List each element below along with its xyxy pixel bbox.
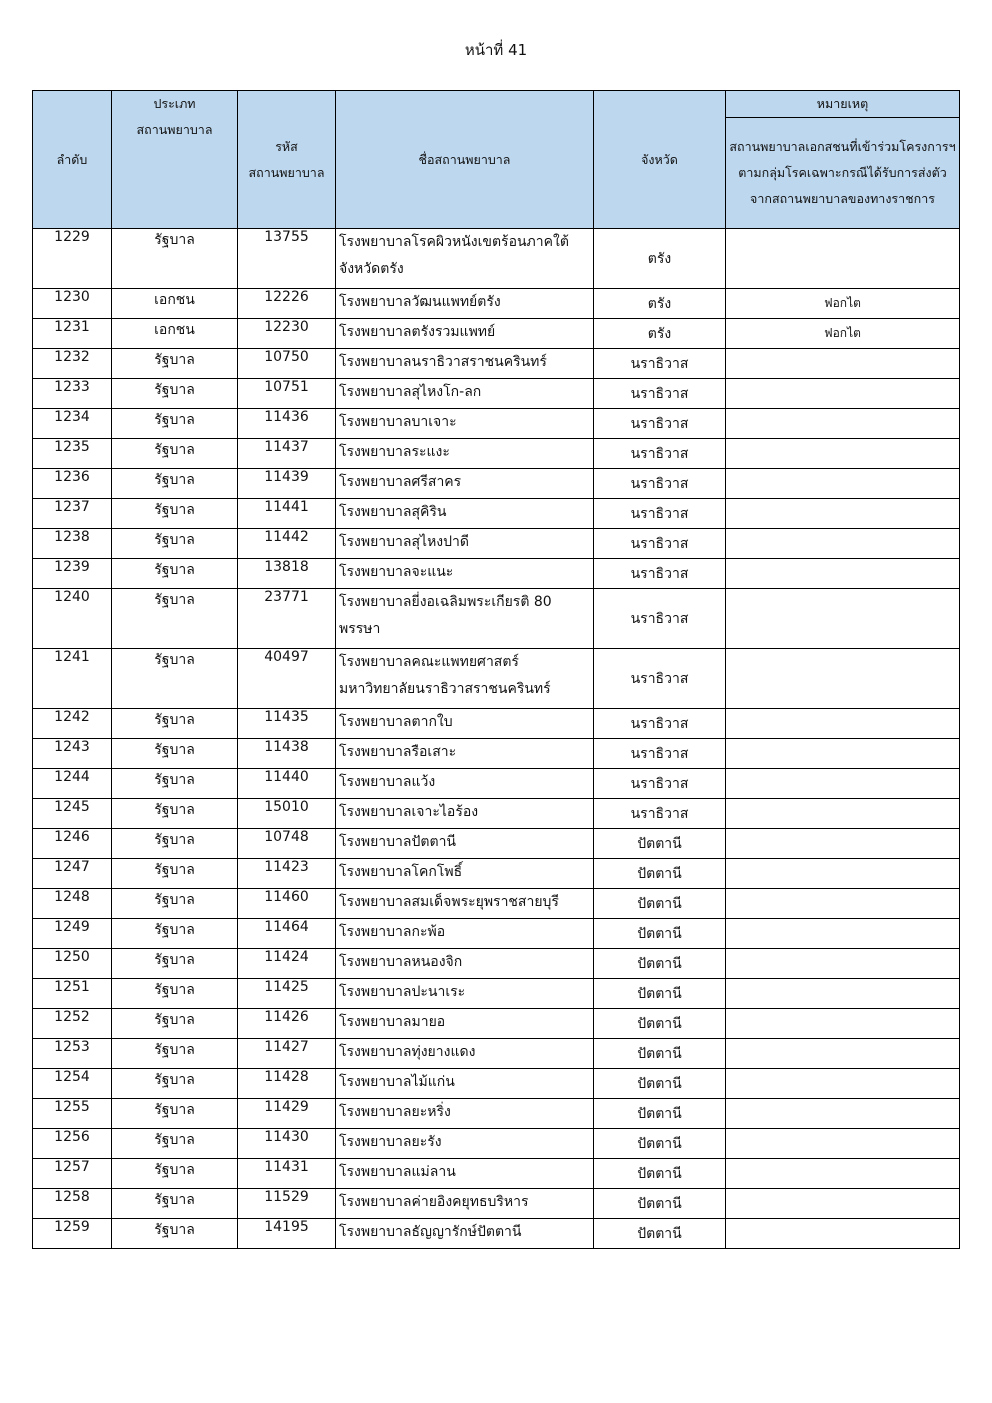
hospital-code: 11437 <box>238 439 336 469</box>
table-row <box>33 379 960 409</box>
note <box>726 889 960 919</box>
header-name: ชื่อสถานพยาบาล <box>336 91 594 229</box>
hospital-name: โรงพยาบาลยะหริ่ง <box>336 1099 594 1129</box>
hospital-type: รัฐบาล <box>112 649 238 709</box>
table-row <box>33 409 960 439</box>
hospital-type: รัฐบาล <box>112 1219 238 1249</box>
table-row <box>33 889 960 919</box>
hospital-type: รัฐบาล <box>112 1099 238 1129</box>
hospital-name: โรงพยาบาลทุ่งยางแดง <box>336 1039 594 1069</box>
table-row <box>33 1219 960 1249</box>
row-number: 1253 <box>33 1039 112 1069</box>
hospital-name: โรงพยาบาลสมเด็จพระยุพราชสายบุรี <box>336 889 594 919</box>
note <box>726 1189 960 1219</box>
note: ฟอกไต <box>726 319 960 349</box>
header-type: ประเภท สถานพยาบาล <box>112 91 238 229</box>
hospital-name: โรงพยาบาลตรังรวมแพทย์ <box>336 319 594 349</box>
row-number: 1244 <box>33 769 112 799</box>
table-row <box>33 829 960 859</box>
hospital-code: 13818 <box>238 559 336 589</box>
hospital-code: 12226 <box>238 289 336 319</box>
province: ปัตตานี <box>594 1009 726 1039</box>
note <box>726 949 960 979</box>
province: นราธิวาส <box>594 409 726 439</box>
hospital-name: โรงพยาบาลธัญญารักษ์ปัตตานี <box>336 1219 594 1249</box>
note <box>726 1129 960 1159</box>
hospital-type: รัฐบาล <box>112 1159 238 1189</box>
table-row <box>33 919 960 949</box>
hospital-code: 11438 <box>238 739 336 769</box>
hospital-code: 14195 <box>238 1219 336 1249</box>
note <box>726 1009 960 1039</box>
table-row <box>33 769 960 799</box>
table-row <box>33 499 960 529</box>
hospital-code: 12230 <box>238 319 336 349</box>
hospital-code: 11424 <box>238 949 336 979</box>
table-row <box>33 1159 960 1189</box>
hospital-type: รัฐบาล <box>112 859 238 889</box>
province: ปัตตานี <box>594 1099 726 1129</box>
row-number: 1254 <box>33 1069 112 1099</box>
province: ปัตตานี <box>594 1039 726 1069</box>
row-number: 1239 <box>33 559 112 589</box>
hospital-code: 11423 <box>238 859 336 889</box>
hospital-type: รัฐบาล <box>112 349 238 379</box>
row-number: 1247 <box>33 859 112 889</box>
note <box>726 559 960 589</box>
table-row <box>33 439 960 469</box>
row-number: 1238 <box>33 529 112 559</box>
hospital-type: รัฐบาล <box>112 529 238 559</box>
province: ปัตตานี <box>594 889 726 919</box>
hospital-type: รัฐบาล <box>112 979 238 1009</box>
note <box>726 349 960 379</box>
hospital-type: รัฐบาล <box>112 829 238 859</box>
hospital-name: โรงพยาบาลกะพ้อ <box>336 919 594 949</box>
hospital-type: รัฐบาล <box>112 409 238 439</box>
hospital-name: โรงพยาบาลสุคิริน <box>336 499 594 529</box>
row-number: 1240 <box>33 589 112 649</box>
note <box>726 379 960 409</box>
hospital-type: รัฐบาล <box>112 469 238 499</box>
row-number: 1250 <box>33 949 112 979</box>
province: ปัตตานี <box>594 949 726 979</box>
province: ตรัง <box>594 229 726 289</box>
hospital-name: โรงพยาบาลหนองจิก <box>336 949 594 979</box>
hospital-type: รัฐบาล <box>112 709 238 739</box>
header-note-subtitle: สถานพยาบาลเอกสชนที่เข้าร่วมโครงการฯ ตามกลุ่มโรคเฉพาะกรณีได้รับการส่งตัวจากสถานพยาบาลของทางราชการ <box>726 118 960 229</box>
hospital-code: 11529 <box>238 1189 336 1219</box>
hospital-type: เอกชน <box>112 289 238 319</box>
province: ปัตตานี <box>594 829 726 859</box>
row-number: 1237 <box>33 499 112 529</box>
hospital-name: โรงพยาบาลไม้แก่น <box>336 1069 594 1099</box>
table-row <box>33 709 960 739</box>
row-number: 1233 <box>33 379 112 409</box>
hospital-code: 11428 <box>238 1069 336 1099</box>
table-row <box>33 349 960 379</box>
hospital-name: โรงพยาบาลจะแนะ <box>336 559 594 589</box>
row-number: 1231 <box>33 319 112 349</box>
province: ตรัง <box>594 319 726 349</box>
hospital-code: 23771 <box>238 589 336 649</box>
hospital-code: 11429 <box>238 1099 336 1129</box>
table-row <box>33 1069 960 1099</box>
hospital-name: โรงพยาบาลรือเสาะ <box>336 739 594 769</box>
row-number: 1256 <box>33 1129 112 1159</box>
note <box>726 709 960 739</box>
hospital-name: โรงพยาบาลปะนาเระ <box>336 979 594 1009</box>
hospital-type: รัฐบาล <box>112 1009 238 1039</box>
hospital-code: 11426 <box>238 1009 336 1039</box>
hospital-code: 40497 <box>238 649 336 709</box>
hospital-name: โรงพยาบาลตากใบ <box>336 709 594 739</box>
hospital-code: 10751 <box>238 379 336 409</box>
hospital-type: เอกชน <box>112 319 238 349</box>
table-row <box>33 949 960 979</box>
province: นราธิวาส <box>594 499 726 529</box>
header-note-title: หมายเหตุ <box>726 91 960 118</box>
note <box>726 739 960 769</box>
province: นราธิวาส <box>594 559 726 589</box>
row-number: 1235 <box>33 439 112 469</box>
hospital-name: โรงพยาบาลโรคผิวหนังเขตร้อนภาคใต้ จังหวัดตรัง <box>336 229 594 289</box>
note <box>726 919 960 949</box>
note <box>726 589 960 649</box>
hospital-code: 11460 <box>238 889 336 919</box>
note <box>726 529 960 559</box>
hospital-name: โรงพยาบาลคณะแพทยศาสตร์ มหาวิทยาลัยนราธิวาสราชนครินทร์ <box>336 649 594 709</box>
row-number: 1249 <box>33 919 112 949</box>
province: นราธิวาส <box>594 349 726 379</box>
note <box>726 979 960 1009</box>
row-number: 1236 <box>33 469 112 499</box>
note <box>726 769 960 799</box>
row-number: 1257 <box>33 1159 112 1189</box>
table-row <box>33 859 960 889</box>
table-row <box>33 559 960 589</box>
hospital-type: รัฐบาล <box>112 739 238 769</box>
hospital-type: รัฐบาล <box>112 229 238 289</box>
hospital-type: รัฐบาล <box>112 379 238 409</box>
row-number: 1232 <box>33 349 112 379</box>
province: ปัตตานี <box>594 979 726 1009</box>
row-number: 1259 <box>33 1219 112 1249</box>
province: ปัตตานี <box>594 1129 726 1159</box>
row-number: 1243 <box>33 739 112 769</box>
hospital-type: รัฐบาล <box>112 439 238 469</box>
hospital-name: โรงพยาบาลปัตตานี <box>336 829 594 859</box>
hospital-type: รัฐบาล <box>112 1189 238 1219</box>
province: ปัตตานี <box>594 1159 726 1189</box>
table-row <box>33 739 960 769</box>
hospital-code: 11427 <box>238 1039 336 1069</box>
province: นราธิวาส <box>594 709 726 739</box>
hospital-type: รัฐบาล <box>112 769 238 799</box>
hospital-code: 11425 <box>238 979 336 1009</box>
province: นราธิวาส <box>594 799 726 829</box>
hospital-name: โรงพยาบาลยะรัง <box>336 1129 594 1159</box>
hospital-type: รัฐบาล <box>112 889 238 919</box>
table-row <box>33 1099 960 1129</box>
province: ตรัง <box>594 289 726 319</box>
province: ปัตตานี <box>594 1219 726 1249</box>
hospital-name: โรงพยาบาลยี่งอเฉลิมพระเกียรติ 80 พรรษา <box>336 589 594 649</box>
table-row <box>33 1129 960 1159</box>
header-index: ลำดับ <box>33 91 112 229</box>
row-number: 1252 <box>33 1009 112 1039</box>
table-row <box>33 1009 960 1039</box>
hospital-code: 11436 <box>238 409 336 439</box>
table-header <box>33 91 960 229</box>
row-number: 1242 <box>33 709 112 739</box>
province: ปัตตานี <box>594 859 726 889</box>
hospital-type: รัฐบาล <box>112 1039 238 1069</box>
hospital-type: รัฐบาล <box>112 1129 238 1159</box>
note <box>726 829 960 859</box>
table-row <box>33 319 960 349</box>
hospital-code: 11464 <box>238 919 336 949</box>
hospital-name: โรงพยาบาลมายอ <box>336 1009 594 1039</box>
table-row <box>33 649 960 709</box>
row-number: 1229 <box>33 229 112 289</box>
hospital-name: โรงพยาบาลสุไหงโก-ลก <box>336 379 594 409</box>
hospital-code: 13755 <box>238 229 336 289</box>
province: นราธิวาส <box>594 379 726 409</box>
hospital-type: รัฐบาล <box>112 799 238 829</box>
note <box>726 799 960 829</box>
row-number: 1248 <box>33 889 112 919</box>
province: นราธิวาส <box>594 529 726 559</box>
row-number: 1251 <box>33 979 112 1009</box>
hospital-code: 11440 <box>238 769 336 799</box>
hospital-name: โรงพยาบาลระแงะ <box>336 439 594 469</box>
hospital-name: โรงพยาบาลศรีสาคร <box>336 469 594 499</box>
hospital-name: โรงพยาบาลแม่ลาน <box>336 1159 594 1189</box>
table-row <box>33 289 960 319</box>
hospital-type: รัฐบาล <box>112 559 238 589</box>
note <box>726 499 960 529</box>
table-row <box>33 229 960 289</box>
hospital-name: โรงพยาบาลเจาะไอร้อง <box>336 799 594 829</box>
province: นราธิวาส <box>594 439 726 469</box>
hospital-name: โรงพยาบาลสุไหงปาดี <box>336 529 594 559</box>
province: นราธิวาส <box>594 589 726 649</box>
hospital-name: โรงพยาบาลแว้ง <box>336 769 594 799</box>
table-row <box>33 589 960 649</box>
note <box>726 1069 960 1099</box>
hospital-code: 11442 <box>238 529 336 559</box>
hospital-name: โรงพยาบาลนราธิวาสราชนครินทร์ <box>336 349 594 379</box>
province: ปัตตานี <box>594 1189 726 1219</box>
table-row <box>33 979 960 1009</box>
row-number: 1245 <box>33 799 112 829</box>
note <box>726 439 960 469</box>
hospital-type: รัฐบาล <box>112 499 238 529</box>
hospital-code: 11431 <box>238 1159 336 1189</box>
hospital-type: รัฐบาล <box>112 1069 238 1099</box>
hospital-code: 10748 <box>238 829 336 859</box>
note <box>726 469 960 499</box>
hospital-table <box>32 90 960 1249</box>
row-number: 1234 <box>33 409 112 439</box>
note <box>726 409 960 439</box>
table-row <box>33 799 960 829</box>
note: ฟอกไต <box>726 289 960 319</box>
province: ปัตตานี <box>594 1069 726 1099</box>
province: ปัตตานี <box>594 919 726 949</box>
note <box>726 1039 960 1069</box>
note <box>726 649 960 709</box>
row-number: 1255 <box>33 1099 112 1129</box>
hospital-code: 11441 <box>238 499 336 529</box>
hospital-name: โรงพยาบาลค่ายอิงคยุทธบริหาร <box>336 1189 594 1219</box>
table-row <box>33 469 960 499</box>
hospital-code: 15010 <box>238 799 336 829</box>
province: นราธิวาส <box>594 769 726 799</box>
province: นราธิวาส <box>594 739 726 769</box>
hospital-code: 11435 <box>238 709 336 739</box>
row-number: 1246 <box>33 829 112 859</box>
row-number: 1241 <box>33 649 112 709</box>
note <box>726 229 960 289</box>
table-row <box>33 529 960 559</box>
page-title: หน้าที่ 41 <box>464 41 528 59</box>
hospital-code: 10750 <box>238 349 336 379</box>
hospital-name: โรงพยาบาลโคกโพธิ์ <box>336 859 594 889</box>
hospital-type: รัฐบาล <box>112 589 238 649</box>
province: นราธิวาส <box>594 649 726 709</box>
note <box>726 859 960 889</box>
hospital-type: รัฐบาล <box>112 919 238 949</box>
hospital-code: 11430 <box>238 1129 336 1159</box>
header-province: จังหวัด <box>594 91 726 229</box>
note <box>726 1159 960 1189</box>
table-row <box>33 1039 960 1069</box>
row-number: 1258 <box>33 1189 112 1219</box>
hospital-type: รัฐบาล <box>112 949 238 979</box>
row-number: 1230 <box>33 289 112 319</box>
note <box>726 1099 960 1129</box>
hospital-name: โรงพยาบาลบาเจาะ <box>336 409 594 439</box>
table-row <box>33 1189 960 1219</box>
note <box>726 1219 960 1249</box>
hospital-code: 11439 <box>238 469 336 499</box>
header-code: รหัส สถานพยาบาล <box>238 91 336 229</box>
province: นราธิวาส <box>594 469 726 499</box>
table-body <box>33 229 960 1249</box>
hospital-name: โรงพยาบาลวัฒนแพทย์ตรัง <box>336 289 594 319</box>
